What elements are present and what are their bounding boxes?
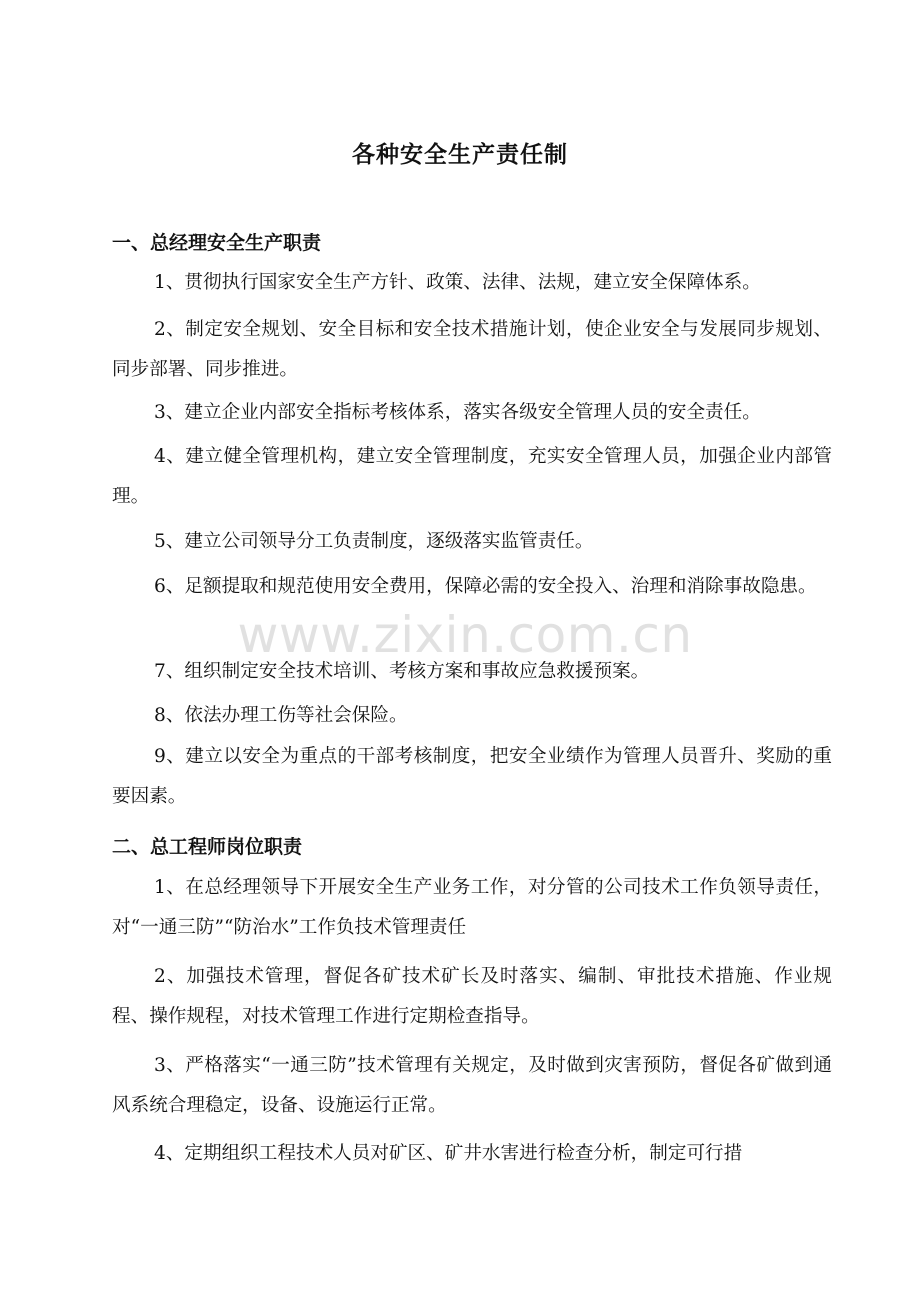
paragraph-gm-9: 9、建立以安全为重点的干部考核制度，把安全业绩作为管理人员晋升、奖励的重要因素。 [112,746,832,807]
paragraph-ce-1: 1、在总经理领导下开展安全生产业务工作，对分管的公司技术工作负领导责任，对“一通三防”“防治水”工作负技术管理责任 [112,877,832,938]
paragraph-gm-7: 7、组织制定安全技术培训、考核方案和事故应急救援预案。 [154,661,650,682]
paragraph-gm-4: 4、建立健全管理机构，建立安全管理制度，充实安全管理人员，加强企业内部管理。 [112,446,832,507]
paragraph-gm-3: 3、建立企业内部安全指标考核体系，落实各级安全管理人员的安全责任。 [154,402,761,423]
paragraph-ce-4: 4、定期组织工程技术人员对矿区、矿井水害进行检查分析，制定可行措 [154,1143,743,1164]
paragraph-gm-6: 6、足额提取和规范使用安全费用，保障必需的安全投入、治理和消除事故隐患。 [154,576,817,597]
watermark: www.zixin.com.cn [237,606,693,664]
section-heading-chief-engineer: 二、总工程师岗位职责 [112,836,303,858]
paragraph-gm-1: 1、贯彻执行国家安全生产方针、政策、法律、法规，建立安全保障体系。 [154,272,761,293]
document-title: 各种安全生产责任制 [352,142,568,168]
paragraph-ce-2: 2、加强技术管理，督促各矿技术矿长及时落实、编制、审批技术措施、作业规程、操作规程，对技术管理工作进行定期检查指导。 [112,966,832,1027]
paragraph-gm-8: 8、依法办理工伤等社会保险。 [154,705,408,726]
paragraph-gm-5: 5、建立公司领导分工负责制度，逐级落实监管责任。 [154,531,594,552]
section-heading-general-manager: 一、总经理安全生产职责 [112,232,322,254]
paragraph-gm-2: 2、制定安全规划、安全目标和安全技术措施计划，使企业安全与发展同步规划、同步部署、同步推进。 [112,319,832,380]
paragraph-ce-3: 3、严格落实“一通三防”技术管理有关规定，及时做到灾害预防，督促各矿做到通风系统合理稳定，设备、设施运行正常。 [112,1055,832,1116]
